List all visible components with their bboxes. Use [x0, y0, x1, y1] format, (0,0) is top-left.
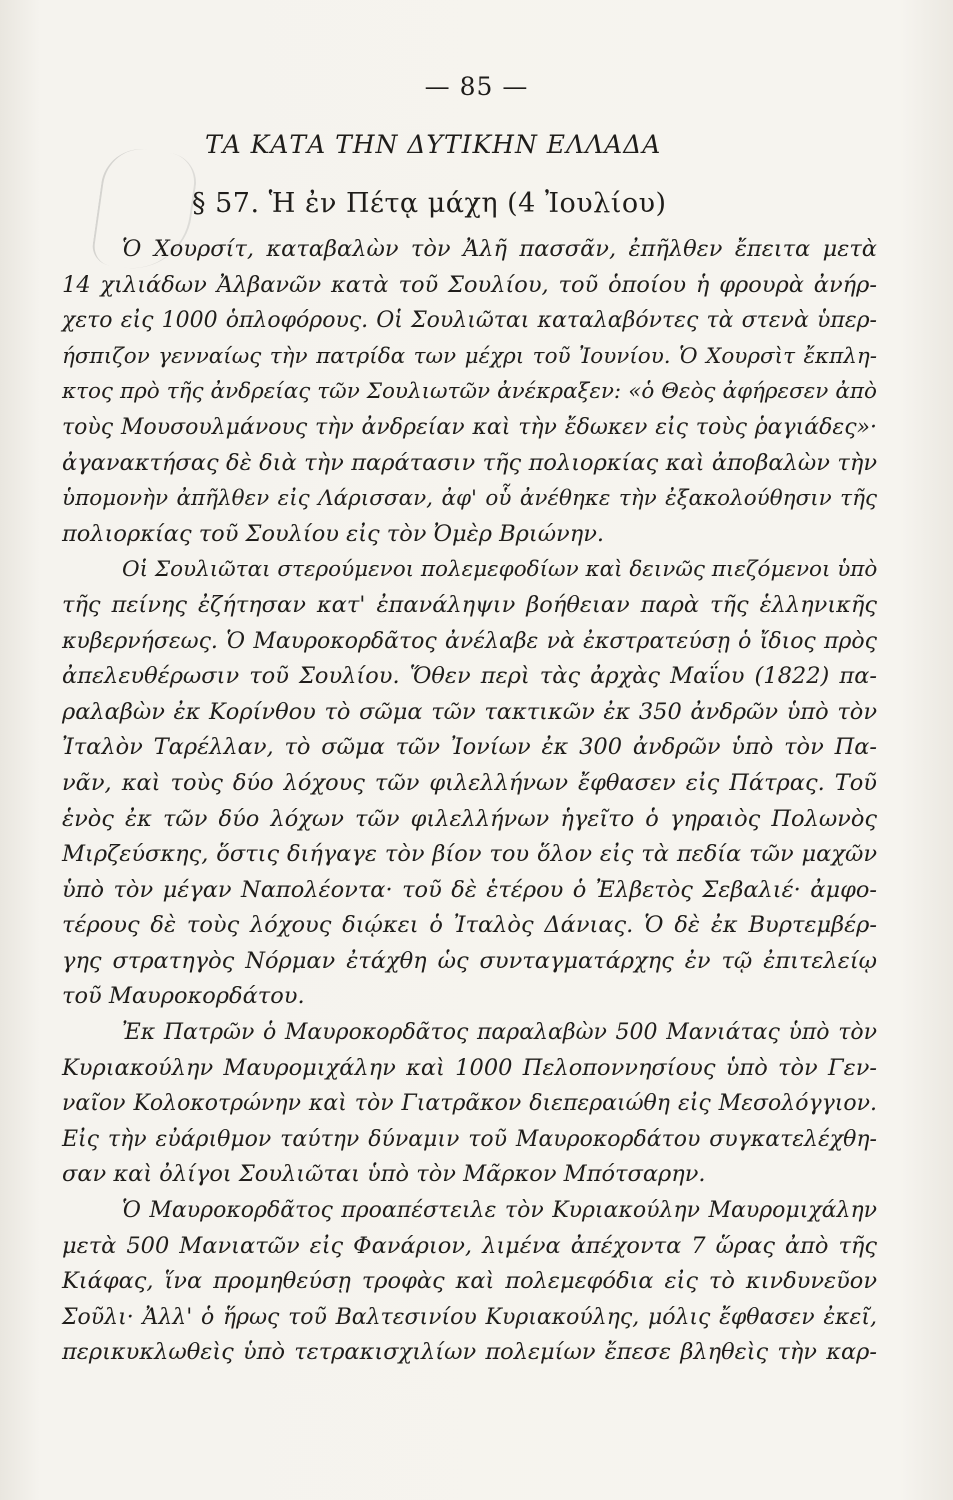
section-heading: § 57. Ἡ ἐν Πέτᾳ μάχη (4 Ἰουλίου)	[192, 188, 667, 219]
text-line: Κιάφας, ἵνα προμηθεύσῃ τροφὰς καὶ πολεμεφόδια εἰς τὸ κινδυνεῦον	[62, 1268, 877, 1295]
text-line: κυβερνήσεως. Ὁ Μαυροκορδᾶτος ἀνέλαβε νὰ ἐκστρατεύσῃ ὁ ἴδιος πρὸς	[62, 628, 877, 654]
text-line: Ἰταλὸν Ταρέλλαν, τὸ σῶμα τῶν Ἰονίων ἐκ 300 ἀνδρῶν ὑπὸ τὸν Πα-	[62, 734, 877, 761]
text-line: Κυριακούλην Μαυρομιχάλην καὶ 1000 Πελοποννησίους ὑπὸ τὸν Γεν-	[62, 1054, 877, 1081]
text-line: νᾶν, καὶ τοὺς δύο λόχους τῶν φιλελλήνων ἔφθασεν εἰς Πάτρας. Τοῦ	[62, 769, 877, 796]
running-head: ΤΑ ΚΑΤΑ ΤΗΝ ΔΥΤΙΚΗΝ ΕΛΛΑΔΑ	[205, 130, 662, 159]
text-line: ὑπὸ τὸν μέγαν Ναπολέοντα· τοῦ δὲ ἑτέρου ὁ Ἐλβετὸς Σεβαλιέ· ἀμφο-	[62, 876, 877, 903]
body-text	[62, 232, 877, 1371]
page-number: — 85 —	[424, 72, 529, 101]
text-line: τέρους δὲ τοὺς λόχους διῴκει ὁ Ἰταλὸς Δάνιας. Ὁ δὲ ἐκ Βυρτεμβέρ-	[62, 912, 877, 939]
text-line: πολιορκίας τοῦ Σουλίου εἰς τὸν Ὀμὲρ Βριώνην.	[62, 520, 605, 547]
text-line: Ὁ Μαυροκορδᾶτος προαπέστειλε τὸν Κυριακούλην Μαυρομιχάλην	[122, 1198, 877, 1224]
text-line: τοὺς Μουσουλμάνους τὴν ἀνδρείαν καὶ τὴν ἔδωκεν εἰς τοὺς ῥαγιάδες»·	[62, 414, 877, 440]
text-line: χετο εἰς 1000 ὁπλοφόρους. Οἱ Σουλιῶται καταλαβόντες τὰ στενὰ ὑπερ-	[62, 308, 877, 334]
text-line: γης στρατηγὸς Νόρμαν ἐτάχθη ὡς συνταγματάρχης ἐν τῷ ἐπιτελείῳ	[62, 947, 877, 974]
text-line: σαν καὶ ὀλίγοι Σουλιῶται ὑπὸ τὸν Μᾶρκον Μπότσαρην.	[62, 1161, 706, 1188]
text-line: ναῖον Κολοκοτρώνην καὶ τὸν Γιατρᾶκον διεπεραιώθη εἰς Μεσολόγγιον.	[62, 1091, 877, 1117]
text-line: ραλαβὼν ἐκ Κορίνθου τὸ σῶμα τῶν τακτικῶν ἐκ 350 ἀνδρῶν ὑπὸ τὸν	[62, 698, 877, 725]
text-line: Οἱ Σουλιῶται στερούμενοι πολεμεφοδίων καὶ δεινῶς πιεζόμενοι ὑπὸ	[122, 557, 878, 583]
text-line: ἀγανακτήσας δὲ διὰ τὴν παράτασιν τῆς πολιορκίας καὶ ἀποβαλὼν τὴν	[62, 449, 877, 476]
text-line: τῆς πείνης ἐζήτησαν κατ' ἐπανάληψιν βοήθειαν παρὰ τῆς ἑλληνικῆς	[62, 591, 877, 618]
text-line: ἀπελευθέρωσιν τοῦ Σουλίου. Ὅθεν περὶ τὰς ἀρχὰς Μαΐου (1822) πα-	[62, 663, 877, 690]
text-line: ἑνὸς ἐκ τῶν δύο λόχων τῶν φιλελλήνων ἡγεῖτο ὁ γηραιὸς Πολωνὸς	[62, 805, 877, 832]
text-line: Μιρζεύσκης, ὅστις διήγαγε τὸν βίον του ὅλον εἰς τὰ πεδία τῶν μαχῶν	[62, 841, 877, 868]
text-line: τοῦ Μαυροκορδάτου.	[62, 983, 305, 1010]
text-line: ήσπιζον γενναίως τὴν πατρίδα των μέχρι τοῦ Ἰουνίου. Ὁ Χουρσὶτ ἔκπλη-	[62, 343, 877, 369]
text-line: ὑπομονὴν ἀπῆλθεν εἰς Λάρισσαν, ἀφ' οὗ ἀνέθηκε τὴν ἐξακολούθησιν τῆς	[62, 486, 877, 512]
text-line: μετὰ 500 Μανιατῶν εἰς Φανάριον, λιμένα ἀπέχοντα 7 ὥρας ἀπὸ τῆς	[62, 1232, 877, 1259]
text-line: κτος πρὸ τῆς ἀνδρείας τῶν Σουλιωτῶν ἀνέκραξεν: «ὁ Θεὸς ἀφήρεσεν ἀπὸ	[62, 379, 877, 405]
text-line: Σοῦλι· Ἀλλ' ὁ ἥρως τοῦ Βαλτεσινίου Κυριακούλης, μόλις ἔφθασεν ἐκεῖ,	[62, 1304, 877, 1330]
text-line: Ὁ Χουρσίτ, καταβαλὼν τὸν Ἀλῆ πασσᾶν, ἐπῆλθεν ἔπειτα μετὰ	[122, 236, 877, 262]
text-line: Ἐκ Πατρῶν ὁ Μαυροκορδᾶτος παραλαβὼν 500 Μανιάτας ὑπὸ τὸν	[122, 1020, 877, 1046]
text-line: περικυκλωθεὶς ὑπὸ τετρακισχιλίων πολεμίων ἔπεσε βληθεὶς τὴν καρ-	[62, 1339, 877, 1366]
text-line: 14 χιλιάδων Ἀλβανῶν κατὰ τοῦ Σουλίου, τοῦ ὁποίου ἡ φρουρὰ ἀνήρ-	[62, 271, 877, 298]
text-line: Εἰς τὴν εὐάριθμον ταύτην δύναμιν τοῦ Μαυροκορδάτου συγκατελέχθη-	[62, 1126, 877, 1152]
